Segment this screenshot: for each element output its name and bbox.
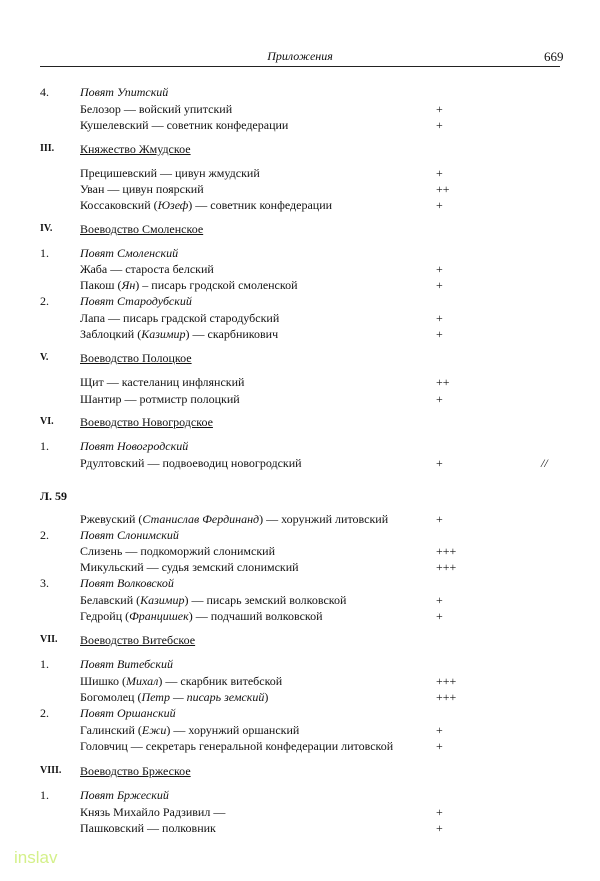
district-number: 3.	[40, 576, 49, 590]
district-heading	[0, 575, 600, 591]
vote-mark: +	[436, 327, 443, 341]
given-name-italic: Ян	[121, 278, 136, 292]
entry-row	[0, 165, 600, 181]
entry-row	[0, 181, 600, 197]
region-title: Воеводство Новогродское	[80, 415, 213, 429]
district-heading	[0, 527, 600, 543]
vote-mark: +	[436, 262, 443, 276]
region-number: V.	[40, 352, 49, 363]
entry-surname: Коссаковский	[80, 198, 151, 212]
region-number: III.	[40, 143, 55, 154]
entry-surname: Белавский	[80, 593, 134, 607]
given-name-italic: Юзеф	[157, 198, 189, 212]
entry-office: – писарь гродской смоленской	[142, 278, 298, 292]
entry-row	[0, 820, 600, 836]
vote-mark: +	[436, 723, 443, 737]
entry-row	[0, 391, 600, 407]
vote-mark: +	[436, 512, 443, 526]
vote-mark: +++	[436, 560, 457, 574]
entry-row	[0, 261, 600, 277]
region-heading	[0, 221, 600, 237]
district-heading	[0, 787, 600, 803]
vote-mark: +	[436, 102, 443, 116]
entry-text: Щит — кастеланиц инфлянский	[80, 375, 245, 389]
vote-mark: +	[436, 166, 443, 180]
vote-mark: +	[436, 198, 443, 212]
district-title: Повят Бржеский	[80, 788, 169, 802]
entry-text: Рдултовский — подвоеводиц новогродский	[80, 456, 302, 470]
vote-mark: +	[436, 456, 443, 470]
vote-mark: +	[436, 278, 443, 292]
entry-surname: Богомолец	[80, 690, 135, 704]
page-number: 669	[544, 49, 564, 64]
given-name-italic: Ежи	[141, 723, 167, 737]
district-heading	[0, 656, 600, 672]
district-heading	[0, 705, 600, 721]
entry-given-name: (Михал)	[122, 674, 163, 688]
vote-mark: ++	[436, 375, 450, 389]
given-name-italic: Францишек	[129, 609, 189, 623]
entry-row	[0, 689, 600, 705]
vote-mark: +	[436, 821, 443, 835]
entry-text: Головчиц — секретарь генеральной конфедерации литовской	[80, 739, 394, 753]
district-title: Повят Упитский	[80, 85, 169, 99]
given-name-italic: Казимир	[140, 593, 185, 607]
entry-row	[0, 277, 600, 293]
district-number: 1.	[40, 788, 49, 802]
entry-given-name: (Петр — писарь земский)	[137, 690, 269, 704]
vote-mark: +++	[436, 690, 457, 704]
district-number: 2.	[40, 528, 49, 542]
district-number: 1.	[40, 657, 49, 671]
region-title: Воеводство Смоленское	[80, 222, 204, 236]
entry-surname: Ржевуский	[80, 512, 136, 526]
entry-office: — подчаший волковской	[195, 609, 323, 623]
vote-mark: +++	[436, 544, 457, 558]
district-heading	[0, 293, 600, 309]
entry-text: Слизень — подкоморжий слонимский	[80, 544, 276, 558]
entry-text: Кушелевский — советник конфедерации	[80, 118, 289, 132]
district-title: Повят Оршанский	[80, 706, 176, 720]
entry-row	[0, 608, 600, 624]
given-name-italic: Казимир	[141, 327, 186, 341]
entry-row	[0, 326, 600, 342]
entry-surname: Галинский	[80, 723, 135, 737]
running-header-title: Приложения	[267, 49, 333, 63]
entry-text	[80, 673, 282, 689]
region-title: Воеводство Полоцкое	[80, 351, 192, 365]
entry-text	[80, 608, 323, 624]
vote-mark: +	[436, 739, 443, 753]
region-title: Воеводство Бржеское	[80, 764, 191, 778]
vote-mark: +	[436, 118, 443, 132]
entry-given-name: (Францишек)	[125, 609, 193, 623]
region-heading	[0, 141, 600, 157]
given-name-italic: Станислав Фердинанд	[142, 512, 260, 526]
header-rule	[40, 66, 560, 67]
district-heading	[0, 84, 600, 100]
entry-row	[0, 673, 600, 689]
district-title: Повят Стародубский	[80, 294, 192, 308]
entry-row	[0, 117, 600, 133]
entry-text: Шантир — ротмистр полоцкий	[80, 392, 240, 406]
entry-text: Прецишевский — цивун жмудский	[80, 166, 260, 180]
entry-row	[0, 804, 600, 820]
entry-surname: Заблоцкий	[80, 327, 135, 341]
entry-row	[0, 559, 600, 575]
vote-mark: +++	[436, 674, 457, 688]
entry-office: — хорунжий литовский	[266, 512, 389, 526]
entry-surname: Пакош	[80, 278, 115, 292]
region-number: VII.	[40, 634, 58, 645]
region-heading	[0, 632, 600, 648]
entry-row	[0, 543, 600, 559]
entry-text	[80, 689, 268, 705]
vote-mark: +	[436, 311, 443, 325]
region-heading	[0, 350, 600, 366]
watermark: inslav	[14, 848, 58, 867]
margin-mark: //	[541, 456, 548, 470]
entry-office: — хорунжий оршанский	[173, 723, 300, 737]
entry-text: Лапа — писарь градской стародубский	[80, 311, 280, 325]
entry-row	[0, 722, 600, 738]
folio-label: Л. 59	[40, 489, 67, 503]
district-number: 2.	[40, 294, 49, 308]
district-heading	[0, 245, 600, 261]
entry-row	[0, 592, 600, 608]
vote-mark: +	[436, 805, 443, 819]
entry-office: — писарь земский волковской	[191, 593, 347, 607]
entry-text: Микульский — судья земский слонимский	[80, 560, 299, 574]
region-number: VI.	[40, 416, 54, 427]
entry-row	[0, 455, 600, 471]
entry-row	[0, 511, 600, 527]
entry-text: Уван — цивун поярский	[80, 182, 204, 196]
district-title: Повят Слонимский	[80, 528, 179, 542]
entry-text	[80, 326, 278, 342]
entry-given-name: (Казимир)	[137, 327, 190, 341]
vote-mark: +	[436, 609, 443, 623]
given-name-italic: Михал	[126, 674, 159, 688]
district-title: Повят Новогродский	[80, 439, 189, 453]
region-title: Княжество Жмудское	[80, 142, 191, 156]
entry-text	[80, 592, 346, 608]
district-title: Повят Волковской	[80, 576, 174, 590]
entry-text: Белозор — войский упитский	[80, 102, 233, 116]
entry-office: — скарбникович	[192, 327, 279, 341]
entry-given-name: (Казимир)	[136, 593, 189, 607]
leaf-heading	[0, 488, 600, 504]
district-number: 1.	[40, 246, 49, 260]
vote-mark: +	[436, 593, 443, 607]
entry-text: Жаба — староста белский	[80, 262, 214, 276]
district-title: Повят Витебский	[80, 657, 173, 671]
entry-surname: Шишко	[80, 674, 119, 688]
entry-row	[0, 738, 600, 754]
entry-office: — советник конфедерации	[195, 198, 333, 212]
region-heading	[0, 414, 600, 430]
entry-text	[80, 722, 299, 738]
region-number: VIII.	[40, 765, 62, 776]
given-name-italic: Петр — писарь земский	[141, 690, 265, 704]
entry-row	[0, 101, 600, 117]
entry-office: — скарбник витебской	[165, 674, 283, 688]
entry-row	[0, 197, 600, 213]
vote-mark: +	[436, 392, 443, 406]
entry-text: Князь Михайло Радзивил —	[80, 805, 226, 819]
entry-given-name: (Ежи)	[137, 723, 171, 737]
region-number: IV.	[40, 223, 53, 234]
entry-text	[80, 277, 298, 293]
vote-mark: ++	[436, 182, 450, 196]
entry-row	[0, 374, 600, 390]
region-title: Воеводство Витебское	[80, 633, 196, 647]
district-number: 1.	[40, 439, 49, 453]
district-number: 4.	[40, 85, 49, 99]
entry-surname: Гедройц	[80, 609, 123, 623]
district-number: 2.	[40, 706, 49, 720]
entry-row	[0, 310, 600, 326]
entry-text	[80, 197, 332, 213]
entry-given-name: (Ян)	[117, 278, 140, 292]
entry-text	[80, 511, 388, 527]
entry-text: Пашковский — полковник	[80, 821, 216, 835]
district-heading	[0, 438, 600, 454]
entry-given-name: (Юзеф)	[153, 198, 193, 212]
region-heading	[0, 763, 600, 779]
entry-given-name: (Станислав Фердинанд)	[138, 512, 264, 526]
district-title: Повят Смоленский	[80, 246, 179, 260]
